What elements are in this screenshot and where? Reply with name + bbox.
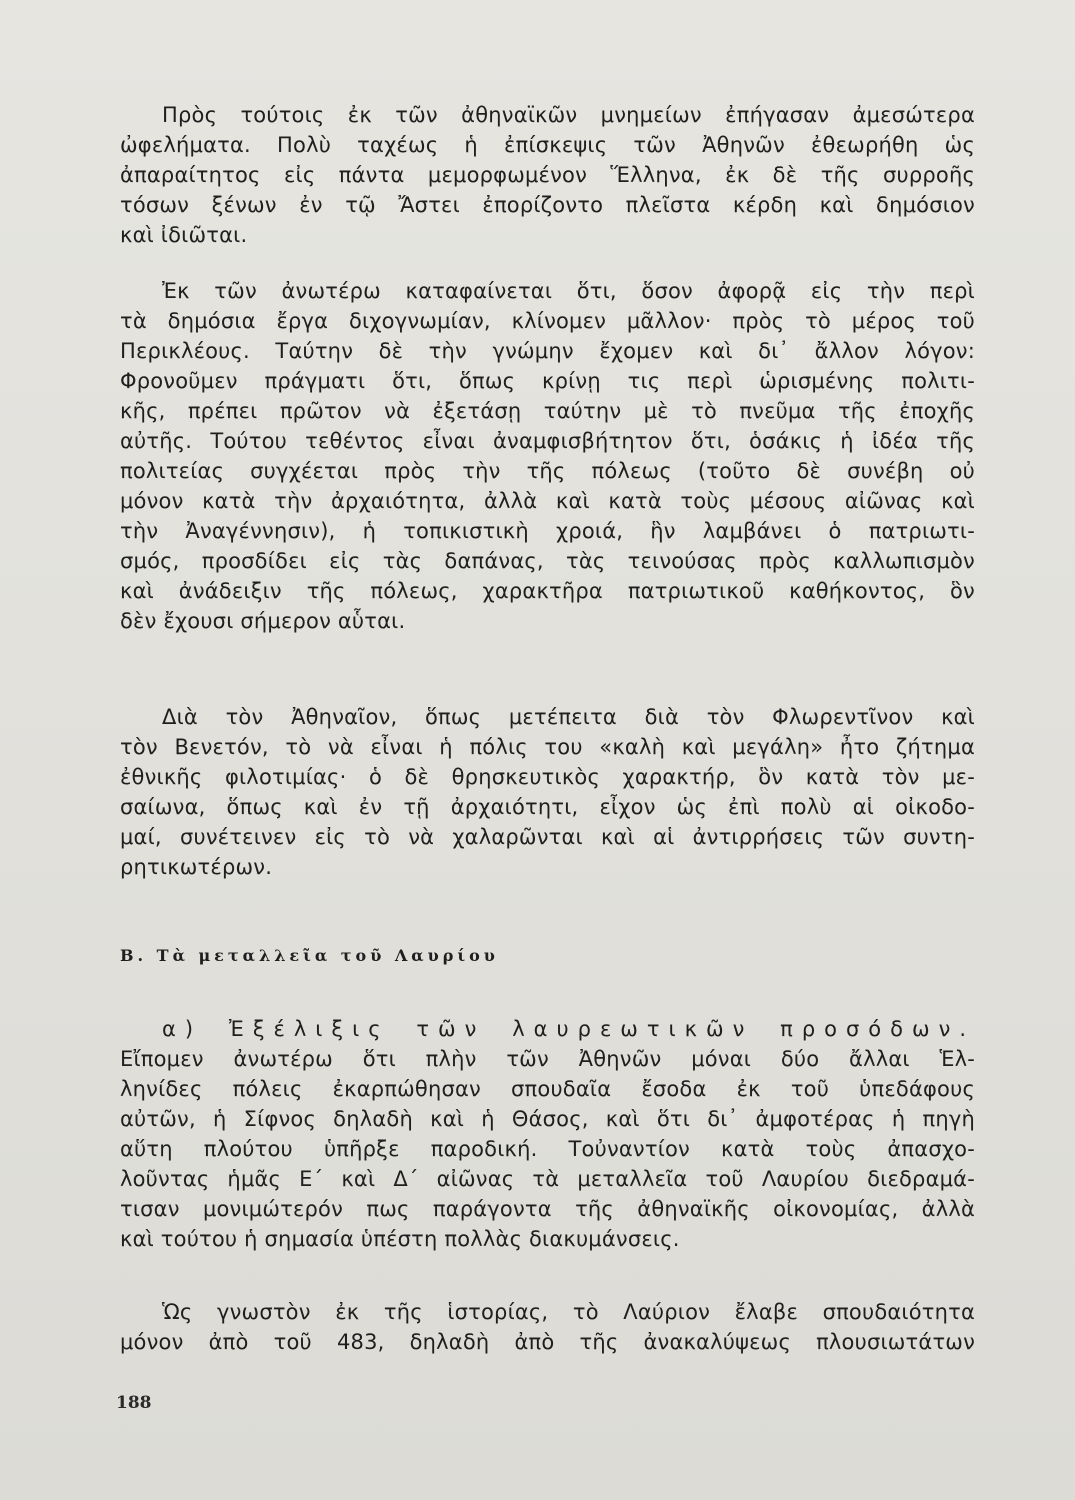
text-line: αὕτη πλούτου ὑπῆρξε παροδική. Τοὐναντίον κατὰ τοὺς ἀπασχο- [120, 1137, 975, 1161]
paragraph-5 [120, 1297, 975, 1357]
text-line: μαί, συνέτεινεν εἰς τὸ νὰ χαλαρῶνται καὶ αἱ ἀντιρρήσεις τῶν συντη- [120, 825, 975, 849]
text-line: αὐτῆς. Τούτου τεθέντος εἶναι ἀναμφισβήτητον ὅτι, ὁσάκις ἡ ἰδέα τῆς [120, 429, 975, 453]
text-line: Εἴπομεν ἀνωτέρω ὅτι πλὴν τῶν Ἀθηνῶν μόναι δύο ἄλλαι Ἑλ- [120, 1047, 975, 1071]
paragraph-1 [120, 100, 975, 250]
text-line: Ἐκ τῶν ἀνωτέρω καταφαίνεται ὅτι, ὅσον ἀφορᾷ εἰς τὴν περὶ [162, 279, 975, 303]
text-line: τὸν Βενετόν, τὸ νὰ εἶναι ἡ πόλις του «καλὴ καὶ μεγάλη» ἦτο ζήτημα [120, 735, 975, 759]
text-line: καὶ τούτου ἡ σημασία ὑπέστη πολλὰς διακυμάνσεις. [120, 1227, 680, 1251]
text-line: δὲν ἔχουσι σήμερον αὗται. [120, 609, 406, 633]
text-line: τισαν μονιμώτερόν πως παράγοντα τῆς ἀθηναϊκῆς οἰκονομίας, ἀλλὰ [120, 1197, 975, 1221]
text-line: Φρονοῦμεν πράγματι ὅτι, ὅπως κρίνῃ τις περὶ ὡρισμένης πολιτι- [120, 369, 975, 393]
text-line: καὶ ἀνάδειξιν τῆς πόλεως, χαρακτῆρα πατριωτικοῦ καθήκοντος, ὃν [120, 579, 975, 603]
paragraph-4 [120, 1014, 975, 1254]
text-line: Πρὸς τούτοις ἐκ τῶν ἀθηναϊκῶν μνημείων ἐπήγασαν ἀμεσώτερα [162, 103, 975, 127]
paragraph-3 [120, 702, 975, 882]
text-line: κῆς, πρέπει πρῶτον νὰ ἐξετάσῃ ταύτην μὲ τὸ πνεῦμα τῆς ἐποχῆς [120, 399, 975, 423]
text-line: ληνίδες πόλεις ἐκαρπώθησαν σπουδαῖα ἔσοδα ἐκ τοῦ ὑπεδάφους [120, 1077, 975, 1101]
text-line: ρητικωτέρων. [120, 855, 273, 879]
text-line: ἐθνικῆς φιλοτιμίας· ὁ δὲ θρησκευτικὸς χαρακτήρ, ὃν κατὰ τὸν με- [120, 765, 975, 789]
text-line: λοῦντας ἡμᾶς Ε΄ καὶ Δ΄ αἰῶνας τὰ μεταλλεῖα τοῦ Λαυρίου διεδραμά- [120, 1167, 975, 1191]
text-line: τὴν Ἀναγέννησιν), ἡ τοπικιστικὴ χροιά, ἣν λαμβάνει ὁ πατριωτι- [120, 519, 975, 543]
text-line: αὐτῶν, ἡ Σίφνος δηλαδὴ καὶ ἡ Θάσος, καὶ ὅτι δι᾽ ἀμφοτέρας ἡ πηγὴ [120, 1107, 975, 1131]
page-number: 188 [116, 1393, 152, 1413]
text-line: μόνον κατὰ τὴν ἀρχαιότητα, ἀλλὰ καὶ κατὰ τοὺς μέσους αἰῶνας καὶ [120, 489, 975, 513]
text-line: Ὡς γνωστὸν ἐκ τῆς ἱστορίας, τὸ Λαύριον ἔλαβε σπουδαιότητα [162, 1300, 975, 1324]
text-line: σαίωνα, ὅπως καὶ ἐν τῇ ἀρχαιότητι, εἶχον ὡς ἐπὶ πολὺ αἱ οἰκοδο- [120, 795, 975, 819]
text-line: μόνον ἀπὸ τοῦ 483, δηλαδὴ ἀπὸ τῆς ἀνακαλύψεως πλουσιωτάτων [120, 1330, 975, 1354]
text-line: ἀπαραίτητος εἰς πάντα μεμορφωμένον Ἕλληνα, ἐκ δὲ τῆς συρροῆς [120, 163, 975, 187]
paragraph-2 [120, 276, 975, 636]
text-line: τόσων ξένων ἐν τῷ Ἄστει ἐπορίζοντο πλεῖστα κέρδη καὶ δημόσιον [120, 193, 975, 217]
text-line: Διὰ τὸν Ἀθηναῖον, ὅπως μετέπειτα διὰ τὸν Φλωρεντῖνον καὶ [162, 705, 975, 729]
text-line: σμός, προσδίδει εἰς τὰς δαπάνας, τὰς τεινούσας πρὸς καλλωπισμὸν [120, 549, 975, 573]
text-line: τὰ δημόσια ἔργα διχογνωμίαν, κλίνομεν μᾶλλον· πρὸς τὸ μέρος τοῦ [120, 309, 975, 333]
text-line: καὶ ἰδιῶται. [120, 223, 248, 247]
section-heading: Β. Τὰ μεταλλεῖα τοῦ Λαυρίου [120, 946, 499, 965]
text-line: Περικλέους. Ταύτην δὲ τὴν γνώμην ἔχομεν καὶ δι᾽ ἄλλον λόγον: [120, 339, 975, 363]
text-line: πολιτείας συγχέεται πρὸς τὴν τῆς πόλεως (τοῦτο δὲ συνέβη οὐ [120, 459, 975, 483]
text-line: ὠφελήματα. Πολὺ ταχέως ἡ ἐπίσκεψις τῶν Ἀθηνῶν ἐθεωρήθη ὡς [120, 133, 975, 157]
subsection-title: α) Ἐξέλιξις τῶν λαυρεωτικῶν προσόδων. [162, 1017, 975, 1041]
